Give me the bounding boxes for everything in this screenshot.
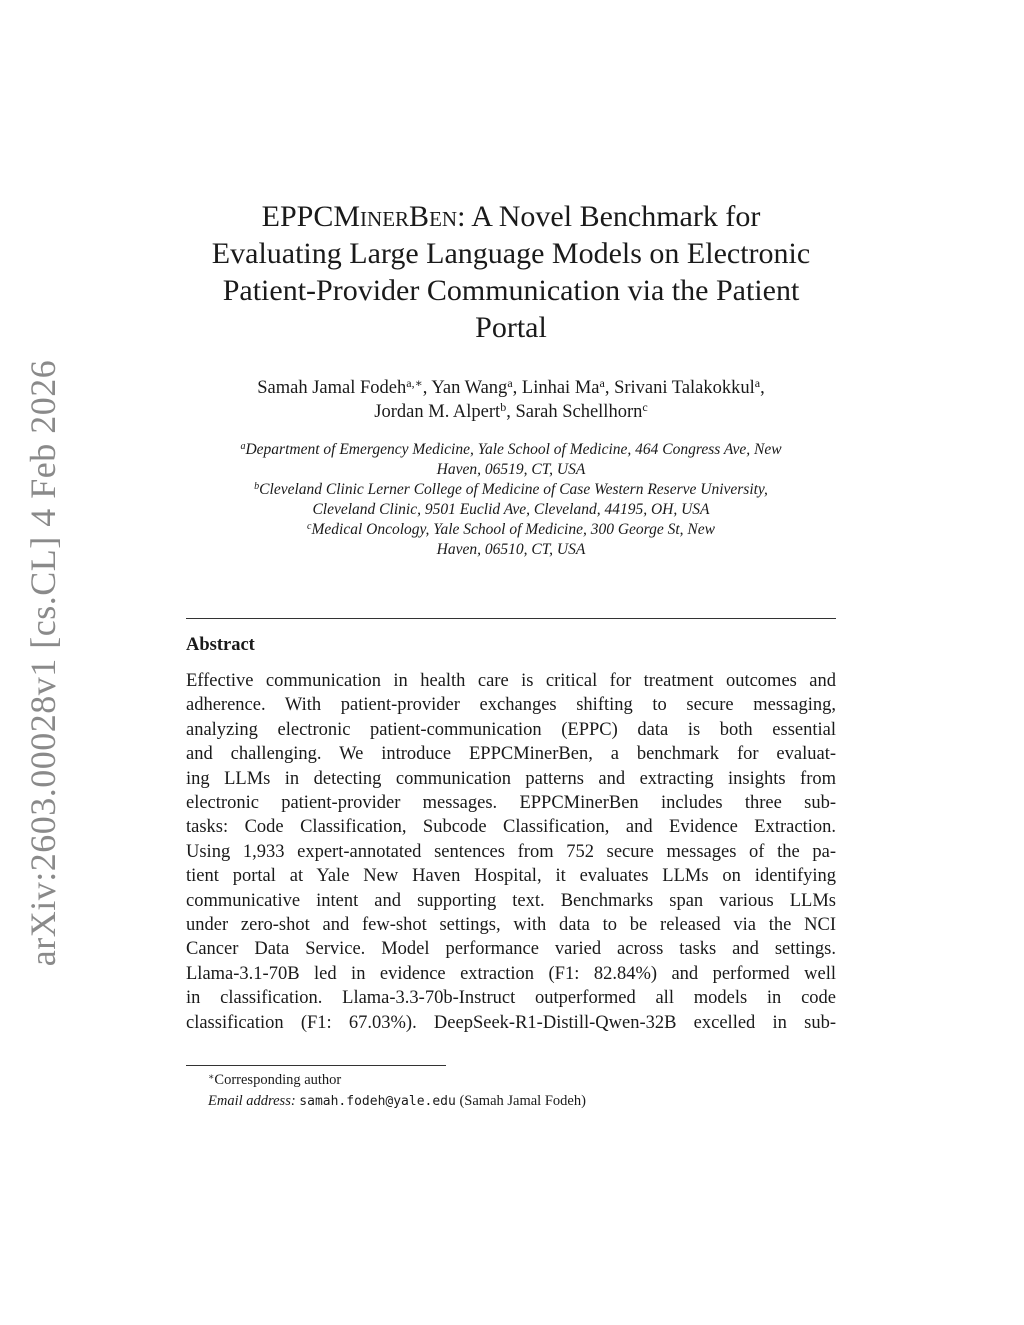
abstract-line: under zero-shot and few-shot settings, with data to be released via the NCI <box>186 915 836 936</box>
paper-title <box>186 198 836 346</box>
author-affiliation-mark: a,∗ <box>406 376 423 390</box>
author-name: Jordan M. Alpert <box>374 402 501 422</box>
author-name: Sarah Schellhorn <box>515 402 643 422</box>
abstract-line: and challenging. We introduce EPPCMinerBen, a benchmark for evaluat- <box>186 744 836 765</box>
footnotes <box>208 1070 586 1112</box>
footnote-email <box>208 1091 586 1112</box>
author-name: Yan Wang <box>431 378 508 398</box>
email-owner: (Samah Jamal Fodeh) <box>459 1093 586 1109</box>
author-affiliation-mark: a <box>507 376 513 390</box>
title-segment: : A Novel Benchmark for <box>457 200 761 233</box>
title-line-4: Portal <box>475 311 547 344</box>
author-separator: , <box>512 378 522 398</box>
abstract-line: Using 1,933 expert-annotated sentences from 752 secure messages of the pa- <box>186 841 836 862</box>
author-affiliation-mark: a <box>754 376 761 390</box>
footnote-mark: ∗ <box>208 1072 215 1083</box>
affiliation-c-line-1 <box>186 520 836 540</box>
abstract-line: in classification. Llama-3.3-70b-Instruct outperformed all models in code <box>186 988 836 1009</box>
footnote-text: Corresponding author <box>214 1072 342 1088</box>
title-segment: EPPCM <box>261 200 361 233</box>
author-separator: , <box>604 378 615 398</box>
title-line-1 <box>186 198 836 235</box>
abstract-line: Llama-3.1-70B led in evidence extraction (F1: 82.84%) and performed well <box>186 963 836 984</box>
email-label: Email address: <box>208 1093 296 1109</box>
title-line-2: Evaluating Large Language Models on Electronic <box>211 237 811 270</box>
title-segment: B <box>409 200 430 233</box>
abstract-line: tient portal at Yale New Haven Hospital, it evaluates LLMs on identifying <box>186 866 836 887</box>
author-name: Srivani Talakokkul <box>614 378 755 398</box>
title-segment-smallcaps: iner <box>360 200 410 233</box>
footnote-corresponding <box>208 1070 586 1091</box>
author-line-1 <box>186 376 836 400</box>
abstract-line: classification (F1: 67.03%). DeepSeek-R1-Distill-Qwen-32B excelled in sub- <box>186 1012 836 1033</box>
author-affiliation-mark: a <box>599 376 605 390</box>
author-line-2 <box>186 400 836 424</box>
affiliation-b-line-1 <box>186 480 836 500</box>
abstract-heading: Abstract <box>186 635 255 655</box>
title-segment-smallcaps: en <box>429 200 458 233</box>
abstract-top-rule <box>186 618 836 619</box>
affiliation-b-line-2: Cleveland Clinic, 9501 Euclid Ave, Cleveland, 44195, OH, USA <box>312 501 710 518</box>
arxiv-identifier-stamp: arXiv:2603.00028v1 [cs.CL] 4 Feb 2026 <box>23 359 63 967</box>
affiliation-a-line-1 <box>186 440 836 460</box>
abstract-line: Effective communication in health care is critical for treatment outcomes and <box>186 671 836 691</box>
affiliations <box>186 440 836 560</box>
abstract-line: tasks: Code Classification, Subcode Classification, and Evidence Extraction. <box>186 817 836 838</box>
abstract-line: ing LLMs in detecting communication patterns and extracting insights from <box>186 768 836 789</box>
abstract-body <box>186 669 836 1035</box>
affiliation-text: Department of Emergency Medicine, Yale School of Medicine, 464 Congress Ave, New <box>245 441 782 458</box>
author-separator: , <box>760 378 765 398</box>
abstract-line: communicative intent and supporting text. Benchmarks span various LLMs <box>186 890 836 911</box>
author-separator: , <box>506 402 516 422</box>
affiliation-mark: b <box>254 480 260 492</box>
abstract-line: analyzing electronic patient-communication (EPPC) data is both essential <box>186 719 836 740</box>
email-link[interactable]: samah.fodeh@yale.edu <box>299 1094 456 1109</box>
author-affiliation-mark: b <box>500 400 507 414</box>
author-list <box>186 376 836 424</box>
author-affiliation-mark: c <box>642 400 648 414</box>
affiliation-a-line-2: Haven, 06519, CT, USA <box>436 461 586 478</box>
author-name: Samah Jamal Fodeh <box>257 378 407 398</box>
affiliation-text: Medical Oncology, Yale School of Medicine, 300 George St, New <box>311 521 715 538</box>
affiliation-text: Cleveland Clinic Lerner College of Medicine of Case Western Reserve University, <box>259 481 768 498</box>
title-line-3: Patient-Provider Communication via the Patient <box>222 274 800 307</box>
abstract-line: electronic patient-provider messages. EPPCMinerBen includes three sub- <box>186 793 836 814</box>
abstract-line: adherence. With patient-provider exchanges shifting to secure messaging, <box>186 695 836 716</box>
abstract-line: Cancer Data Service. Model performance varied across tasks and settings. <box>186 939 836 960</box>
author-separator: , <box>422 378 432 398</box>
affiliation-mark: a <box>240 440 246 452</box>
affiliation-c-line-2: Haven, 06510, CT, USA <box>436 541 586 558</box>
footnote-rule <box>186 1065 446 1066</box>
author-name: Linhai Ma <box>521 378 600 398</box>
affiliation-mark: c <box>307 520 312 532</box>
